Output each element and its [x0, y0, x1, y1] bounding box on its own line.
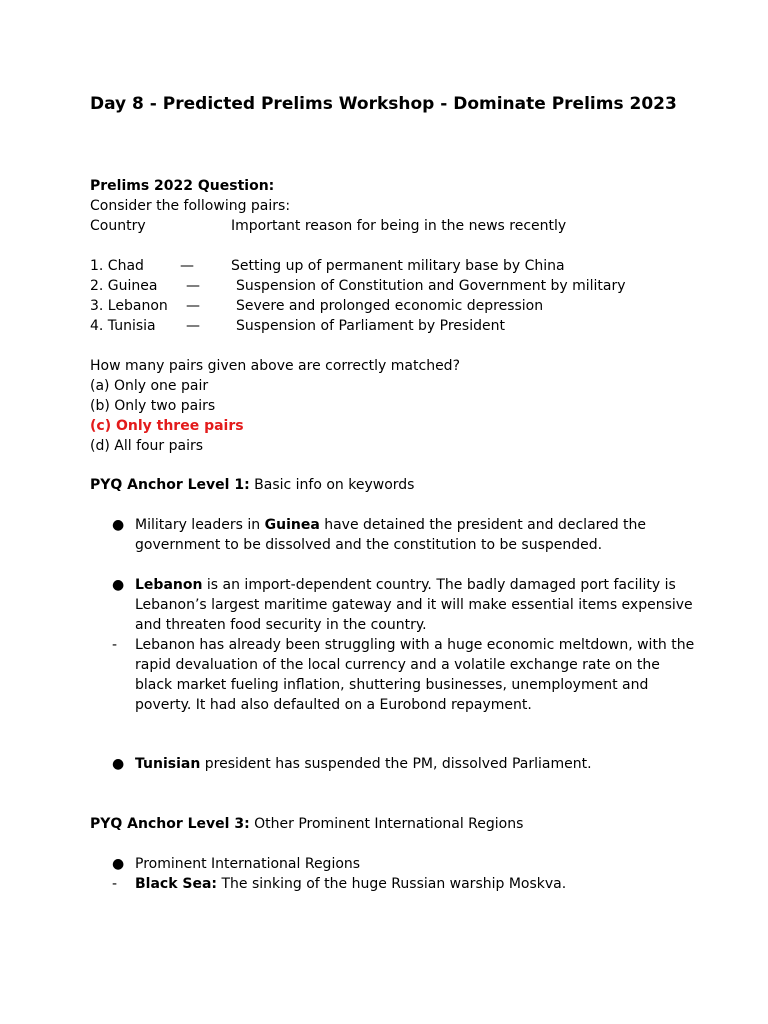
document-title: Day 8 - Predicted Prelims Workshop - Dominate Prelims 2023 — [90, 94, 677, 114]
guinea-prefix: Military leaders in — [135, 517, 261, 533]
spacer — [90, 336, 460, 356]
question-block — [90, 176, 626, 456]
pair-row — [90, 296, 544, 316]
pair-dash: — — [186, 318, 200, 334]
pair-country: 3. Lebanon — [90, 298, 168, 314]
bullet-icon: ● — [112, 856, 125, 872]
lebanon-bullet-text — [135, 575, 695, 635]
question-intro: Consider the following pairs: — [90, 198, 291, 214]
black-sea-rest: The sinking of the huge Russian warship Moskva. — [221, 876, 567, 892]
option-b: (b) Only two pairs — [90, 398, 216, 414]
pair-dash: — — [186, 298, 200, 314]
guinea-bullet-text — [135, 515, 695, 555]
tunisia-rest: president has suspended the PM, dissolved Parliament. — [204, 756, 592, 772]
lebanon-rest: is an import-dependent country. The badly damaged port facility is Lebanon’s largest maritime gateway and it will make essential items expensive and threaten food security in the country. — [135, 577, 693, 633]
black-sea-text — [135, 874, 695, 894]
lebanon-bold: Lebanon — [135, 577, 203, 593]
anchor1-text: Basic info on keywords — [254, 477, 415, 493]
bullet-icon: ● — [112, 517, 125, 533]
question-label: Prelims 2022 Question: — [90, 178, 275, 194]
question-prompt: How many pairs given above are correctly matched? — [90, 358, 460, 374]
guinea-rest: have detained the president and declared the government to be dissolved and the constitution to be suspended. — [135, 517, 647, 553]
pair-reason: Severe and prolonged economic depression — [236, 298, 544, 314]
pair-row — [90, 256, 565, 276]
bullet-icon: ● — [112, 756, 125, 772]
tunisia-bullet-text — [135, 754, 695, 774]
dash-marker: - — [112, 876, 118, 892]
bullet-icon: ● — [112, 577, 125, 593]
option-a: (a) Only one pair — [90, 378, 209, 394]
pair-reason: Suspension of Parliament by President — [236, 318, 505, 334]
dash-marker: - — [112, 637, 118, 653]
pair-row — [90, 316, 505, 336]
spacer — [90, 236, 460, 256]
lebanon-sub-text: Lebanon has already been struggling with a huge economic meltdown, with the rapid devaluation of the local currency and a volatile exchange rate on the black market fueling inflation, shuttering businesses, unemployment and poverty. It had also defaulted on a Eurobond repayment. — [135, 637, 695, 713]
anchor1-label: PYQ Anchor Level 1: — [90, 477, 250, 493]
anchor3-label: PYQ Anchor Level 3: — [90, 816, 250, 832]
option-c-correct-answer: (c) Only three pairs — [90, 418, 244, 434]
pair-country: 1. Chad — [90, 258, 144, 274]
header-country: Country — [90, 218, 146, 234]
pair-row — [90, 276, 626, 296]
anchor3-text: Other Prominent International Regions — [254, 816, 524, 832]
option-d: (d) All four pairs — [90, 438, 204, 454]
anchor3-heading — [90, 814, 523, 834]
guinea-bold: Guinea — [264, 517, 320, 533]
pair-country: 4. Tunisia — [90, 318, 156, 334]
pairs-header — [90, 216, 567, 236]
black-sea-bold: Black Sea: — [135, 876, 218, 892]
pair-dash: — — [180, 258, 194, 274]
regions-bullet-text: Prominent International Regions — [135, 856, 361, 872]
header-reason: Important reason for being in the news recently — [231, 218, 567, 234]
pair-reason: Suspension of Constitution and Government by military — [236, 278, 626, 294]
anchor1-heading — [90, 475, 414, 495]
pair-reason: Setting up of permanent military base by China — [231, 258, 565, 274]
pair-dash: — — [186, 278, 200, 294]
tunisia-bold: Tunisian — [135, 756, 201, 772]
pair-country: 2. Guinea — [90, 278, 158, 294]
